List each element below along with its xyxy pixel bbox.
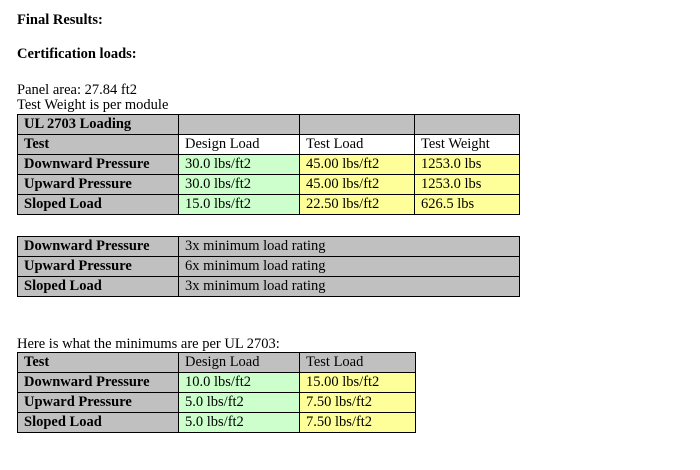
- table-cell: [415, 115, 520, 135]
- table-cell: [179, 115, 300, 135]
- page-title: Final Results:: [17, 12, 103, 28]
- table-row: [18, 115, 520, 135]
- table-row: [18, 393, 416, 413]
- row-label: Downward Pressure: [18, 373, 179, 393]
- test-load-cell: 7.50 lbs/ft2: [300, 413, 416, 433]
- load-rating-table: [17, 236, 520, 297]
- test-load-cell: 45.00 lbs/ft2: [300, 175, 415, 195]
- test-load-cell: 15.00 lbs/ft2: [300, 373, 416, 393]
- table-row: [18, 237, 520, 257]
- column-header: Test Load: [300, 353, 416, 373]
- row-label: Upward Pressure: [18, 393, 179, 413]
- design-load-cell: 30.0 lbs/ft2: [179, 175, 300, 195]
- table-row: [18, 195, 520, 215]
- table-row: [18, 373, 416, 393]
- table-cell: [300, 115, 415, 135]
- row-label: Downward Pressure: [18, 155, 179, 175]
- design-load-cell: 30.0 lbs/ft2: [179, 155, 300, 175]
- test-weight-cell: 1253.0 lbs: [415, 175, 520, 195]
- ul2703-minimums-table: [17, 352, 416, 433]
- design-load-cell: 5.0 lbs/ft2: [179, 393, 300, 413]
- test-weight-cell: 626.5 lbs: [415, 195, 520, 215]
- table-row: [18, 277, 520, 297]
- table-row: [18, 175, 520, 195]
- row-label: Downward Pressure: [18, 237, 179, 257]
- table-row: [18, 413, 416, 433]
- table-row: [18, 155, 520, 175]
- design-load-cell: 5.0 lbs/ft2: [179, 413, 300, 433]
- rating-cell: 3x minimum load rating: [179, 237, 520, 257]
- row-label: Upward Pressure: [18, 257, 179, 277]
- table-header-row: [18, 353, 416, 373]
- test-load-cell: 7.50 lbs/ft2: [300, 393, 416, 413]
- table-caption: UL 2703 Loading: [18, 115, 179, 135]
- row-label: Sloped Load: [18, 277, 179, 297]
- table-row: [18, 257, 520, 277]
- row-label: Upward Pressure: [18, 175, 179, 195]
- ul2703-loading-table: [17, 114, 520, 215]
- design-load-cell: 15.0 lbs/ft2: [179, 195, 300, 215]
- column-header: Design Load: [179, 135, 300, 155]
- test-weight-note: Test Weight is per module: [17, 97, 169, 113]
- table-header-row: [18, 135, 520, 155]
- rating-cell: 3x minimum load rating: [179, 277, 520, 297]
- panel-area-text: Panel area: 27.84 ft2: [17, 82, 137, 98]
- section-title: Certification loads:: [17, 46, 137, 62]
- column-header: Test: [18, 353, 179, 373]
- design-load-cell: 10.0 lbs/ft2: [179, 373, 300, 393]
- row-label: Sloped Load: [18, 195, 179, 215]
- test-load-cell: 22.50 lbs/ft2: [300, 195, 415, 215]
- minimums-note: Here is what the minimums are per UL 2703:: [17, 336, 280, 352]
- row-label: Sloped Load: [18, 413, 179, 433]
- column-header: Test Load: [300, 135, 415, 155]
- column-header: Design Load: [179, 353, 300, 373]
- column-header: Test: [18, 135, 179, 155]
- rating-cell: 6x minimum load rating: [179, 257, 520, 277]
- column-header: Test Weight: [415, 135, 520, 155]
- test-load-cell: 45.00 lbs/ft2: [300, 155, 415, 175]
- test-weight-cell: 1253.0 lbs: [415, 155, 520, 175]
